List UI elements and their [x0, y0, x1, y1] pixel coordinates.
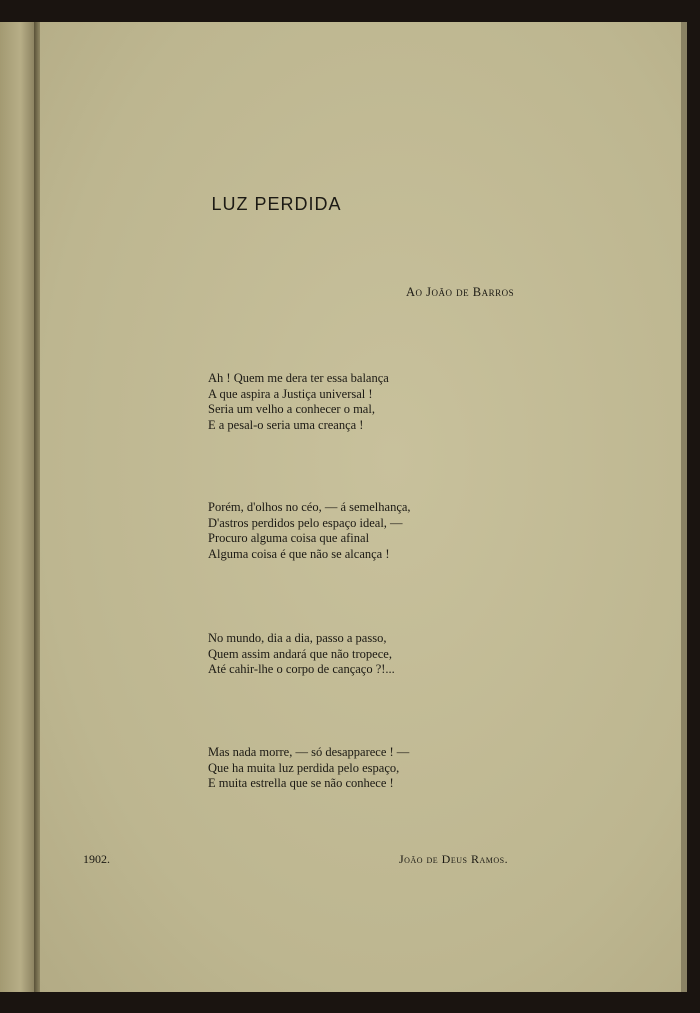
verse-line: Procuro alguma coisa que afinal: [208, 531, 370, 545]
verse-line: Alguma coisa é que não se alcança !: [208, 546, 390, 561]
verse-line: E a pesal-o seria uma creança !: [208, 417, 364, 432]
verse-line: E muita estrella que se não conhece !: [208, 776, 394, 790]
verse-line: Quem assim andará que não tropece,: [208, 646, 392, 661]
poem-title: LUZ PERDIDA: [211, 194, 342, 214]
verse-line: Que ha muita luz perdida pelo espaço,: [208, 760, 400, 775]
facing-page-edge: [0, 22, 34, 992]
stanza-4: [208, 745, 409, 792]
verse-line: Porém, d'olhos no céo, — á semelhança,: [208, 500, 411, 514]
dedication: Ao João de Barros: [406, 285, 515, 299]
verse-line: A que aspira a Justiça universal !: [208, 386, 373, 401]
verse-line: No mundo, dia a dia, passo a passo,: [208, 631, 387, 645]
page-right-edge: [681, 22, 687, 992]
stanza-3: [208, 631, 395, 678]
verse-line: Seria um velho a conhecer o mal,: [208, 402, 375, 416]
verse-line: Até cahir-lhe o corpo de cançaço ?!...: [208, 662, 395, 676]
verse-line: Ah ! Quem me dera ter essa balança: [208, 371, 389, 385]
book-page: [40, 22, 681, 992]
author-signature: João de Deus Ramos.: [399, 852, 509, 866]
stanza-1: [208, 371, 389, 433]
stanza-2: [208, 500, 411, 562]
verse-line: D'astros perdidos pelo espaço ideal, —: [208, 515, 403, 530]
verse-line: Mas nada morre, — só desapparece ! —: [208, 745, 410, 759]
poem-year: 1902.: [83, 852, 110, 866]
